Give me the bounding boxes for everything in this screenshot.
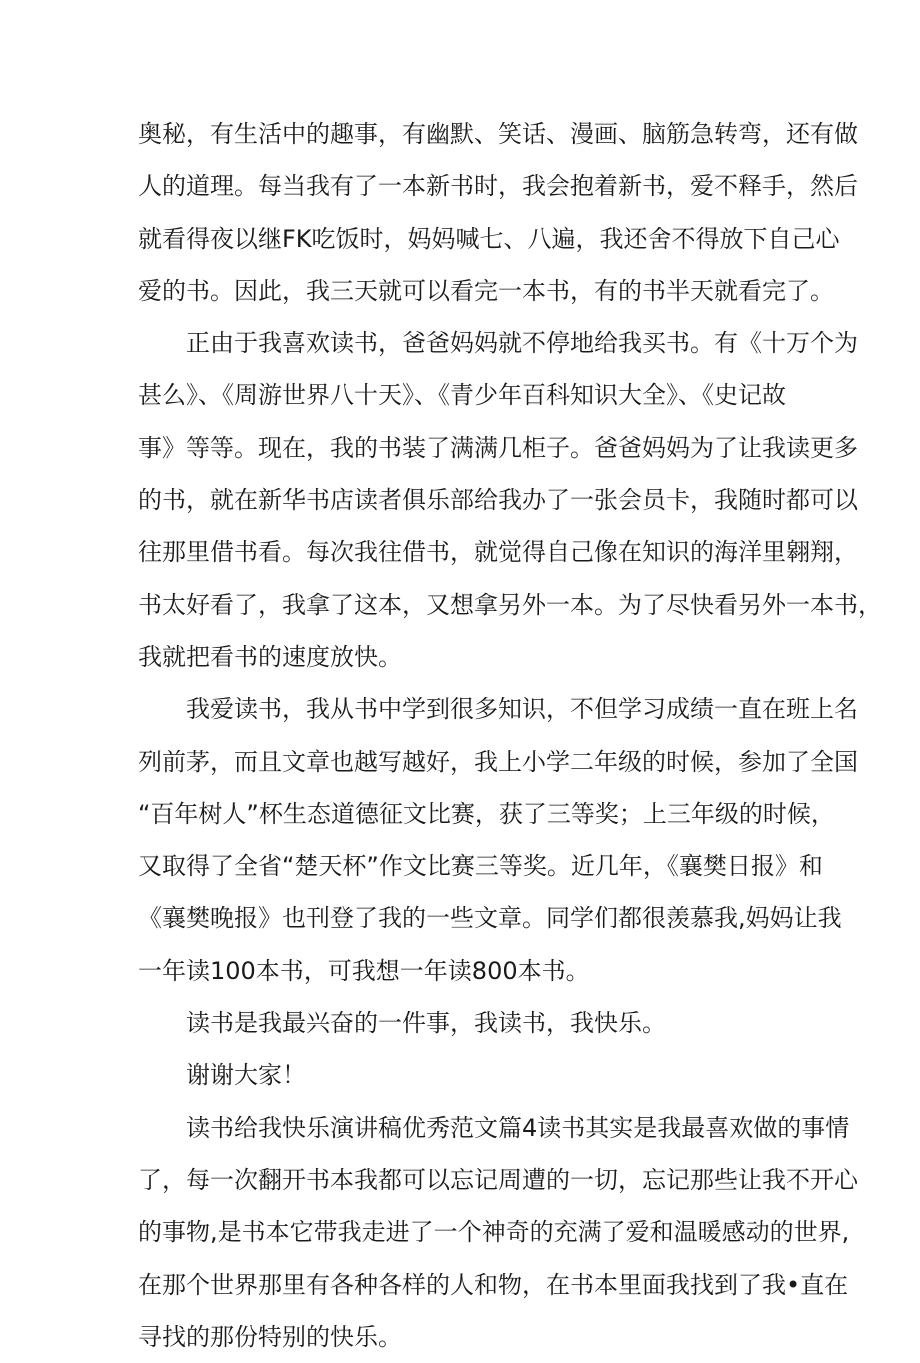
text-line: 的事物,是书本它带我走进了一个神奇的充满了爱和温暖感动的世界, — [138, 1218, 850, 1247]
text-line: 《襄樊晚报》也刊登了我的一些文章。同学们都很羡慕我,妈妈让我 — [138, 904, 842, 933]
text-line: 寻找的那份特别的快乐。 — [138, 1322, 402, 1351]
text-line: 又取得了全省“楚天杯”作文比赛三等奖。近几年，《襄樊日报》和 — [138, 852, 823, 881]
text-line: 的书，就在新华书店读者俱乐部给我办了一张会员卡，我随时都可以 — [138, 486, 858, 515]
paragraph-start-line: 读书是我最兴奋的一件事，我读书，我快乐。 — [186, 1009, 666, 1038]
text-line: 在那个世界那里有各种各样的人和物，在书本里面我找到了我•直在 — [138, 1270, 849, 1299]
text-line: 爱的书。因此，我三天就可以看完一本书，有的书半天就看完了。 — [138, 276, 834, 305]
text-line: 我就把看书的速度放快。 — [138, 642, 402, 671]
paragraph-start-line: 正由于我喜欢读书，爸爸妈妈就不停地给我买书。有《十万个为 — [186, 329, 858, 358]
text-line: 奥秘，有生活中的趣事，有幽默、笑话、漫画、脑筋急转弯，还有做 — [138, 120, 858, 148]
text-line: 甚么》、《周游世界八十天》、《青少年百科知识大全》、《史记故 — [138, 381, 786, 410]
text-line: 人的道理。每当我有了一本新书时，我会抱着新书，爱不释手，然后 — [138, 172, 858, 201]
paragraph-start-line: 我爱读书，我从书中学到很多知识，不但学习成绩一直在班上名 — [186, 695, 858, 724]
text-line: “百年树人”杯生态道德征文比赛，获了三等奖；上三年级的时候， — [138, 799, 835, 828]
text-line: 往那里借书看。每次我往借书，就觉得自己像在知识的海洋里翱翔， — [138, 538, 858, 567]
text-line: 书太好看了，我拿了这本，又想拿另外一本。为了尽快看另外一本书， — [138, 590, 882, 619]
text-line: 列前茅，而且文章也越写越好，我上小学二年级的时候，参加了全国 — [138, 747, 858, 776]
body-text — [138, 108, 882, 1363]
text-line: 事》等等。现在，我的书装了满满几柜子。爸爸妈妈为了让我读更多 — [138, 433, 858, 462]
text-line: 了，每一次翻开书本我都可以忘记周遭的一切，忘记那些让我不开心 — [138, 1165, 858, 1194]
paragraph-start-line: 读书给我快乐演讲稿优秀范文篇4读书其实是我最喜欢做的事情 — [186, 1113, 850, 1142]
paragraph-start-line: 谢谢大家！ — [186, 1061, 306, 1090]
text-line: 一年读100本书，可我想一年读800本书。 — [138, 956, 590, 985]
text-line: 就看得夜以继FK吃饭时，妈妈喊七、八遍，我还舍不得放下自己心 — [138, 224, 840, 253]
